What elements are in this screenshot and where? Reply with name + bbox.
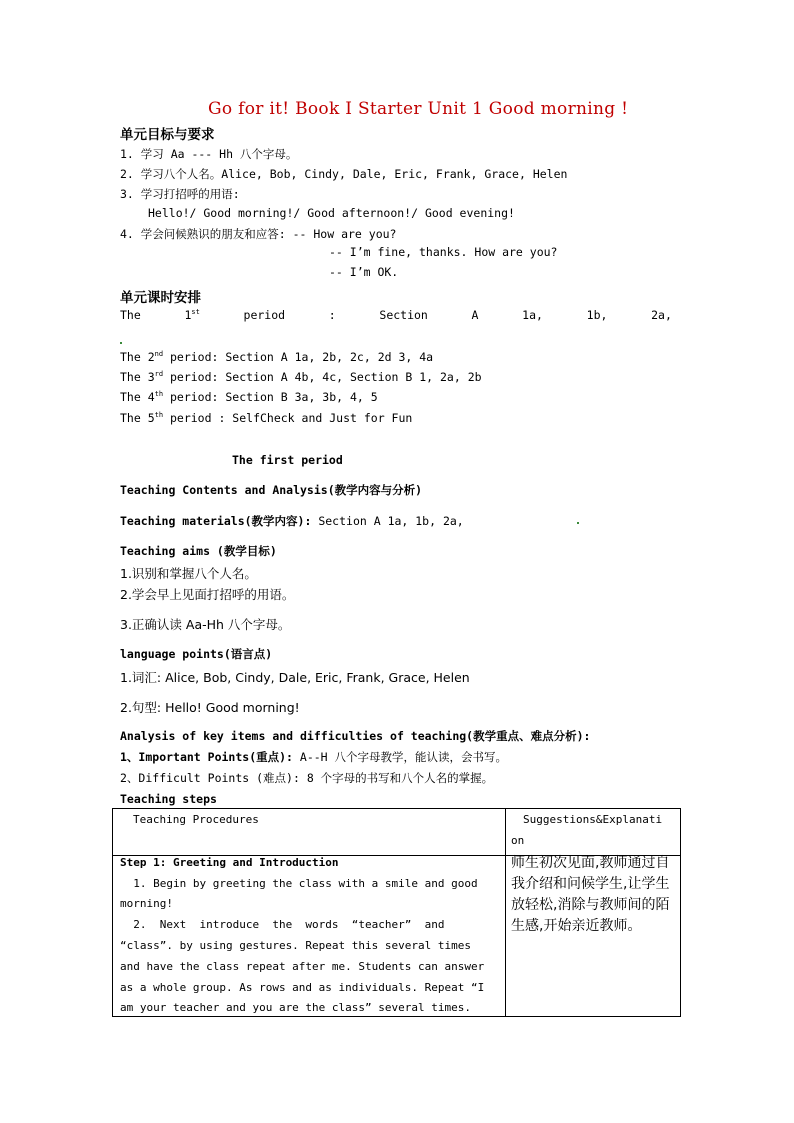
language-points-label: language points(语言点) xyxy=(120,647,273,661)
period-line: The 3rd period: Section A 4b, 4c, Section B 1, 2a, 2b xyxy=(120,370,482,384)
step-line: “class”. by using gestures. Repeat this several times xyxy=(120,939,471,952)
step-line: and have the class repeat after me. Students can answer xyxy=(120,960,485,973)
aim-item: 1.识别和掌握八个人名。 xyxy=(120,566,257,581)
step-line: am your teacher and you are the class” several times. xyxy=(120,1001,471,1014)
explanation-line: 师生初次见面,教师通过自 xyxy=(511,855,670,871)
stray-mark xyxy=(577,522,579,524)
step-line: 2. Next introduce the words “teacher” and xyxy=(120,918,445,931)
goals-heading: 单元目标与要求 xyxy=(120,127,215,143)
aim-item: 3.正确认读 Aa-Hh 八个字母。 xyxy=(120,617,291,632)
period-line: The 5th period : SelfCheck and Just for Fun xyxy=(120,411,413,425)
period-line: The 4th period: Section B 3a, 3b, 4, 5 xyxy=(120,390,378,404)
materials-line: Teaching materials(教学内容): Section A 1a, 1b, 2a, xyxy=(120,514,464,528)
word: The xyxy=(120,308,141,322)
document-title: Go for it! Book I Starter Unit 1 Good morning ! xyxy=(208,99,629,119)
aim-item: 2.学会早上见面打招呼的用语。 xyxy=(120,587,295,602)
lesson-heading: The first period xyxy=(232,453,343,467)
stray-mark xyxy=(120,342,122,344)
header-suggestions-wrap: on xyxy=(511,834,525,847)
word: A xyxy=(471,308,479,322)
goal-item: -- I’m OK. xyxy=(329,265,399,279)
step-line: as a whole group. As rows and as individuals. Repeat “I xyxy=(120,981,485,994)
goal-item: 3. 学习打招呼的用语: xyxy=(120,187,240,201)
first-period-line xyxy=(120,308,672,322)
header-procedures: Teaching Procedures xyxy=(133,813,259,826)
teaching-steps-table xyxy=(112,808,681,1017)
step-line: 1. Begin by greeting the class with a smile and good xyxy=(120,877,478,890)
sentence-line: 2.句型: Hello! Good morning! xyxy=(120,700,300,715)
goal-item: Hello!/ Good morning!/ Good afternoon!/ Good evening! xyxy=(148,206,515,220)
word: 1a, xyxy=(522,308,543,322)
analysis-label: Analysis of key items and difficulties of teaching(教学重点、难点分析): xyxy=(120,729,591,743)
explanation-line: 我介绍和问候学生,让学生 xyxy=(511,876,670,892)
word: Section xyxy=(379,308,428,322)
difficult-points: 2、Difficult Points (难点): 8 个字母的书写和八个人名的掌握。 xyxy=(120,771,494,785)
important-points: 1、Important Points(重点): A--H 八个字母教学，能认读，会书写。 xyxy=(120,750,508,764)
ordinal: 1st xyxy=(184,308,200,322)
vocabulary-line: 1.词汇: Alice, Bob, Cindy, Dale, Eric, Frank, Grace, Helen xyxy=(120,670,470,685)
goal-item: 4. 学会问候熟识的朋友和应答: -- How are you? xyxy=(120,227,397,241)
word: : xyxy=(328,308,336,322)
steps-label: Teaching steps xyxy=(120,792,217,806)
word: period xyxy=(243,308,286,322)
goal-item: -- I’m fine, thanks. How are you? xyxy=(329,245,558,259)
column-divider xyxy=(505,809,506,1016)
period-line: The 2nd period: Section A 1a, 2b, 2c, 2d 3, 4a xyxy=(120,350,434,364)
aims-label: Teaching aims (教学目标) xyxy=(120,544,277,558)
word: 2a, xyxy=(651,308,672,322)
goal-item: 1. 学习 Aa --- Hh 八个字母。 xyxy=(120,147,298,161)
schedule-heading: 单元课时安排 xyxy=(120,290,201,306)
explanation-line: 生感,开始亲近教师。 xyxy=(511,918,642,934)
step-title: Step 1: Greeting and Introduction xyxy=(120,856,339,869)
header-suggestions: Suggestions&Explanati xyxy=(523,813,663,826)
word: 1b, xyxy=(586,308,608,322)
explanation-line: 放轻松,消除与教师间的陌 xyxy=(511,897,670,913)
goal-item: 2. 学习八个人名。Alice, Bob, Cindy, Dale, Eric, Frank, Grace, Helen xyxy=(120,167,568,181)
contents-label: Teaching Contents and Analysis(教学内容与分析) xyxy=(120,483,423,497)
step-line: morning! xyxy=(120,897,173,910)
